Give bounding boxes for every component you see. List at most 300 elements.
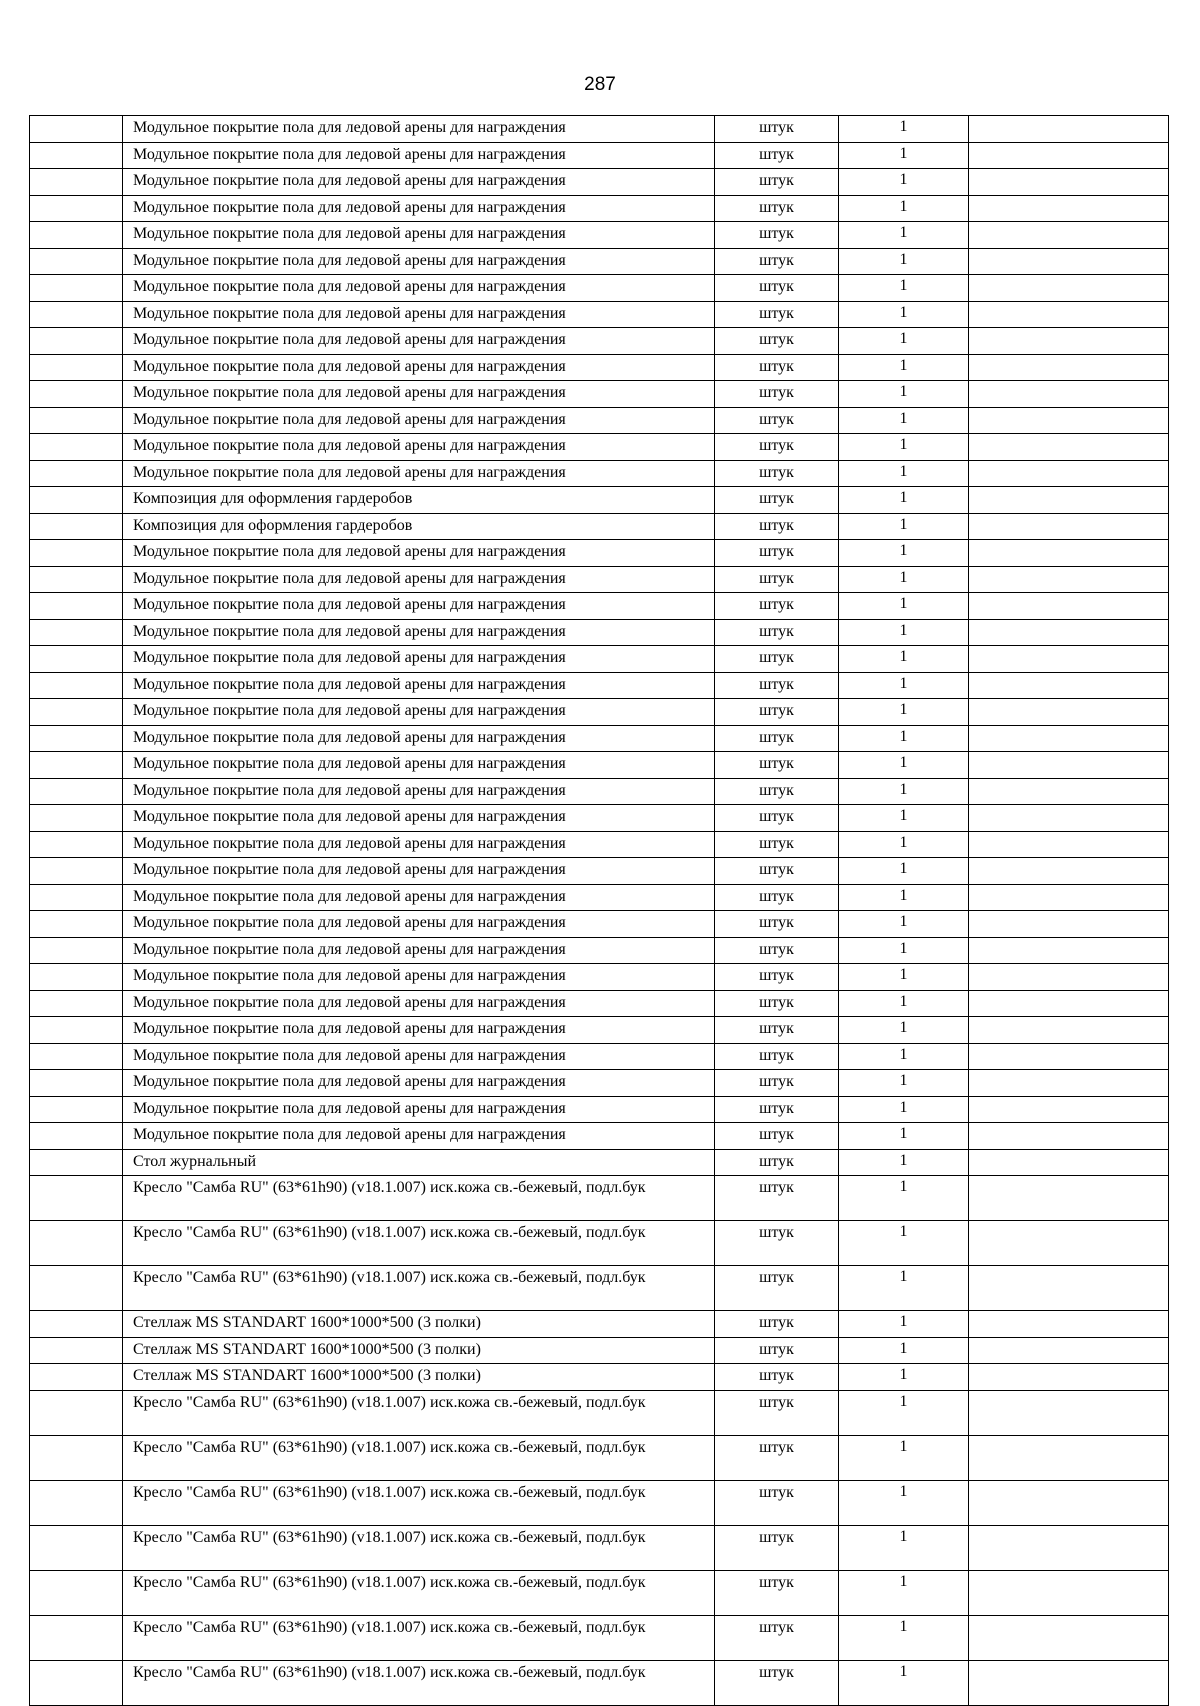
table-row: [30, 1017, 1169, 1044]
row-number-cell: [30, 990, 123, 1017]
note-cell: [969, 301, 1169, 328]
row-number-cell: [30, 831, 123, 858]
row-number-cell: [30, 566, 123, 593]
quantity-cell: 1: [839, 725, 969, 752]
item-name-cell: Кресло "Самба RU" (63*61h90) (v18.1.007) иск.кожа св.-бежевый, подл.бук: [123, 1660, 715, 1705]
note-cell: [969, 434, 1169, 461]
item-name-cell: Стеллаж MS STANDART 1600*1000*500 (3 полки): [123, 1337, 715, 1364]
note-cell: [969, 1435, 1169, 1480]
table-row: [30, 195, 1169, 222]
table-row: [30, 1480, 1169, 1525]
table-row: [30, 805, 1169, 832]
note-cell: [969, 937, 1169, 964]
note-cell: [969, 646, 1169, 673]
row-number-cell: [30, 1096, 123, 1123]
quantity-cell: 1: [839, 805, 969, 832]
item-name-cell: Модульное покрытие пола для ледовой арены для награждения: [123, 1070, 715, 1097]
note-cell: [969, 964, 1169, 991]
note-cell: [969, 884, 1169, 911]
unit-cell: штук: [715, 1123, 839, 1150]
row-number-cell: [30, 354, 123, 381]
quantity-cell: 1: [839, 142, 969, 169]
item-name-cell: Модульное покрытие пола для ледовой арены для награждения: [123, 540, 715, 567]
row-number-cell: [30, 1480, 123, 1525]
unit-cell: штук: [715, 142, 839, 169]
row-number-cell: [30, 858, 123, 885]
note-cell: [969, 1070, 1169, 1097]
note-cell: [969, 195, 1169, 222]
note-cell: [969, 513, 1169, 540]
note-cell: [969, 858, 1169, 885]
table-row: [30, 381, 1169, 408]
quantity-cell: 1: [839, 434, 969, 461]
quantity-cell: 1: [839, 937, 969, 964]
quantity-cell: 1: [839, 328, 969, 355]
item-name-cell: Кресло "Самба RU" (63*61h90) (v18.1.007) иск.кожа св.-бежевый, подл.бук: [123, 1570, 715, 1615]
table-row: [30, 937, 1169, 964]
table-row: [30, 964, 1169, 991]
note-cell: [969, 1176, 1169, 1221]
row-number-cell: [30, 1660, 123, 1705]
row-number-cell: [30, 1043, 123, 1070]
item-name-cell: Композиция для оформления гардеробов: [123, 487, 715, 514]
row-number-cell: [30, 1615, 123, 1660]
note-cell: [969, 1570, 1169, 1615]
row-number-cell: [30, 778, 123, 805]
quantity-cell: 1: [839, 248, 969, 275]
table-row: [30, 990, 1169, 1017]
table-row: [30, 487, 1169, 514]
row-number-cell: [30, 487, 123, 514]
table-row: [30, 1525, 1169, 1570]
unit-cell: штук: [715, 169, 839, 196]
item-name-cell: Модульное покрытие пола для ледовой арены для награждения: [123, 169, 715, 196]
row-number-cell: [30, 593, 123, 620]
table-row: [30, 407, 1169, 434]
table-row: [30, 566, 1169, 593]
row-number-cell: [30, 328, 123, 355]
inventory-table: [29, 115, 1169, 1706]
unit-cell: штук: [715, 195, 839, 222]
quantity-cell: 1: [839, 1615, 969, 1660]
item-name-cell: Модульное покрытие пола для ледовой арены для награждения: [123, 911, 715, 938]
table-row: [30, 858, 1169, 885]
table-row: [30, 169, 1169, 196]
note-cell: [969, 566, 1169, 593]
item-name-cell: Модульное покрытие пола для ледовой арены для награждения: [123, 884, 715, 911]
note-cell: [969, 275, 1169, 302]
quantity-cell: 1: [839, 460, 969, 487]
item-name-cell: Модульное покрытие пола для ледовой арены для награждения: [123, 566, 715, 593]
note-cell: [969, 1096, 1169, 1123]
table-row: [30, 1435, 1169, 1480]
unit-cell: штук: [715, 407, 839, 434]
item-name-cell: Кресло "Самба RU" (63*61h90) (v18.1.007) иск.кожа св.-бежевый, подл.бук: [123, 1390, 715, 1435]
item-name-cell: Модульное покрытие пола для ледовой арены для награждения: [123, 990, 715, 1017]
unit-cell: штук: [715, 831, 839, 858]
table-row: [30, 116, 1169, 143]
table-row: [30, 831, 1169, 858]
unit-cell: штук: [715, 566, 839, 593]
row-number-cell: [30, 937, 123, 964]
row-number-cell: [30, 672, 123, 699]
row-number-cell: [30, 1525, 123, 1570]
note-cell: [969, 1525, 1169, 1570]
note-cell: [969, 1364, 1169, 1391]
quantity-cell: 1: [839, 672, 969, 699]
row-number-cell: [30, 1570, 123, 1615]
quantity-cell: 1: [839, 1096, 969, 1123]
item-name-cell: Модульное покрытие пола для ледовой арены для награждения: [123, 858, 715, 885]
table-row: [30, 275, 1169, 302]
unit-cell: штук: [715, 1364, 839, 1391]
item-name-cell: Композиция для оформления гардеробов: [123, 513, 715, 540]
unit-cell: штук: [715, 805, 839, 832]
unit-cell: штук: [715, 354, 839, 381]
item-name-cell: Модульное покрытие пола для ледовой арены для награждения: [123, 778, 715, 805]
item-name-cell: Модульное покрытие пола для ледовой арены для награждения: [123, 434, 715, 461]
unit-cell: штук: [715, 1337, 839, 1364]
table-row: [30, 1043, 1169, 1070]
quantity-cell: 1: [839, 1176, 969, 1221]
unit-cell: штук: [715, 248, 839, 275]
table-row: [30, 434, 1169, 461]
note-cell: [969, 116, 1169, 143]
note-cell: [969, 1149, 1169, 1176]
quantity-cell: 1: [839, 1435, 969, 1480]
table-row: [30, 1615, 1169, 1660]
item-name-cell: Модульное покрытие пола для ледовой арены для награждения: [123, 407, 715, 434]
unit-cell: штук: [715, 884, 839, 911]
unit-cell: штук: [715, 1615, 839, 1660]
unit-cell: штук: [715, 301, 839, 328]
unit-cell: штук: [715, 222, 839, 249]
quantity-cell: 1: [839, 275, 969, 302]
table-row: [30, 1149, 1169, 1176]
unit-cell: штук: [715, 460, 839, 487]
note-cell: [969, 619, 1169, 646]
row-number-cell: [30, 619, 123, 646]
quantity-cell: 1: [839, 646, 969, 673]
table-row: [30, 1176, 1169, 1221]
quantity-cell: 1: [839, 540, 969, 567]
unit-cell: штук: [715, 487, 839, 514]
row-number-cell: [30, 1221, 123, 1266]
quantity-cell: 1: [839, 858, 969, 885]
item-name-cell: Модульное покрытие пола для ледовой арены для награждения: [123, 937, 715, 964]
item-name-cell: Модульное покрытие пола для ледовой арены для награждения: [123, 222, 715, 249]
unit-cell: штук: [715, 328, 839, 355]
table-row: [30, 248, 1169, 275]
item-name-cell: Модульное покрытие пола для ледовой арены для награждения: [123, 275, 715, 302]
table-row: [30, 752, 1169, 779]
quantity-cell: 1: [839, 911, 969, 938]
item-name-cell: Модульное покрытие пола для ледовой арены для награждения: [123, 1043, 715, 1070]
note-cell: [969, 540, 1169, 567]
table-row: [30, 1337, 1169, 1364]
row-number-cell: [30, 1435, 123, 1480]
unit-cell: штук: [715, 911, 839, 938]
quantity-cell: 1: [839, 222, 969, 249]
quantity-cell: 1: [839, 1149, 969, 1176]
note-cell: [969, 1017, 1169, 1044]
table-row: [30, 593, 1169, 620]
unit-cell: штук: [715, 990, 839, 1017]
unit-cell: штук: [715, 1480, 839, 1525]
row-number-cell: [30, 1266, 123, 1311]
item-name-cell: Модульное покрытие пола для ледовой арены для награждения: [123, 1096, 715, 1123]
row-number-cell: [30, 752, 123, 779]
unit-cell: штук: [715, 1266, 839, 1311]
unit-cell: штук: [715, 1435, 839, 1480]
table-row: [30, 328, 1169, 355]
note-cell: [969, 169, 1169, 196]
table-row: [30, 1364, 1169, 1391]
unit-cell: штук: [715, 1221, 839, 1266]
row-number-cell: [30, 1337, 123, 1364]
note-cell: [969, 1337, 1169, 1364]
item-name-cell: Модульное покрытие пола для ледовой арены для награждения: [123, 301, 715, 328]
row-number-cell: [30, 222, 123, 249]
note-cell: [969, 778, 1169, 805]
row-number-cell: [30, 460, 123, 487]
row-number-cell: [30, 434, 123, 461]
note-cell: [969, 672, 1169, 699]
unit-cell: штук: [715, 513, 839, 540]
item-name-cell: Модульное покрытие пола для ледовой арены для награждения: [123, 328, 715, 355]
quantity-cell: 1: [839, 354, 969, 381]
unit-cell: штук: [715, 1570, 839, 1615]
quantity-cell: 1: [839, 1311, 969, 1338]
note-cell: [969, 752, 1169, 779]
table-row: [30, 354, 1169, 381]
item-name-cell: Модульное покрытие пола для ледовой арены для награждения: [123, 805, 715, 832]
table-row: [30, 222, 1169, 249]
note-cell: [969, 911, 1169, 938]
item-name-cell: Модульное покрытие пола для ледовой арены для награждения: [123, 831, 715, 858]
table-row: [30, 1570, 1169, 1615]
note-cell: [969, 1266, 1169, 1311]
note-cell: [969, 381, 1169, 408]
quantity-cell: 1: [839, 990, 969, 1017]
table-row: [30, 1266, 1169, 1311]
item-name-cell: Модульное покрытие пола для ледовой арены для награждения: [123, 725, 715, 752]
row-number-cell: [30, 301, 123, 328]
item-name-cell: Модульное покрытие пола для ледовой арены для награждения: [123, 593, 715, 620]
unit-cell: штук: [715, 434, 839, 461]
row-number-cell: [30, 1311, 123, 1338]
row-number-cell: [30, 699, 123, 726]
table-row: [30, 884, 1169, 911]
table-row: [30, 699, 1169, 726]
unit-cell: штук: [715, 1149, 839, 1176]
row-number-cell: [30, 725, 123, 752]
row-number-cell: [30, 407, 123, 434]
unit-cell: штук: [715, 1390, 839, 1435]
row-number-cell: [30, 275, 123, 302]
item-name-cell: Модульное покрытие пола для ледовой арены для награждения: [123, 752, 715, 779]
item-name-cell: Кресло "Самба RU" (63*61h90) (v18.1.007) иск.кожа св.-бежевый, подл.бук: [123, 1176, 715, 1221]
table-row: [30, 460, 1169, 487]
unit-cell: штук: [715, 381, 839, 408]
note-cell: [969, 593, 1169, 620]
quantity-cell: 1: [839, 831, 969, 858]
quantity-cell: 1: [839, 1660, 969, 1705]
item-name-cell: Модульное покрытие пола для ледовой арены для награждения: [123, 460, 715, 487]
note-cell: [969, 222, 1169, 249]
item-name-cell: Стеллаж MS STANDART 1600*1000*500 (3 полки): [123, 1311, 715, 1338]
quantity-cell: 1: [839, 752, 969, 779]
quantity-cell: 1: [839, 1221, 969, 1266]
unit-cell: штук: [715, 1311, 839, 1338]
unit-cell: штук: [715, 964, 839, 991]
quantity-cell: 1: [839, 1480, 969, 1525]
note-cell: [969, 1615, 1169, 1660]
quantity-cell: 1: [839, 1364, 969, 1391]
unit-cell: штук: [715, 1660, 839, 1705]
item-name-cell: Модульное покрытие пола для ледовой арены для награждения: [123, 142, 715, 169]
quantity-cell: 1: [839, 1570, 969, 1615]
item-name-cell: Модульное покрытие пола для ледовой арены для награждения: [123, 354, 715, 381]
quantity-cell: 1: [839, 487, 969, 514]
table-row: [30, 301, 1169, 328]
unit-cell: штук: [715, 593, 839, 620]
row-number-cell: [30, 381, 123, 408]
table-row: [30, 619, 1169, 646]
item-name-cell: Кресло "Самба RU" (63*61h90) (v18.1.007) иск.кожа св.-бежевый, подл.бук: [123, 1480, 715, 1525]
row-number-cell: [30, 646, 123, 673]
note-cell: [969, 407, 1169, 434]
row-number-cell: [30, 1364, 123, 1391]
note-cell: [969, 248, 1169, 275]
row-number-cell: [30, 1123, 123, 1150]
item-name-cell: Стеллаж MS STANDART 1600*1000*500 (3 полки): [123, 1364, 715, 1391]
item-name-cell: Кресло "Самба RU" (63*61h90) (v18.1.007) иск.кожа св.-бежевый, подл.бук: [123, 1266, 715, 1311]
quantity-cell: 1: [839, 1043, 969, 1070]
row-number-cell: [30, 964, 123, 991]
table-row: [30, 1311, 1169, 1338]
quantity-cell: 1: [839, 884, 969, 911]
item-name-cell: Модульное покрытие пола для ледовой арены для награждения: [123, 1123, 715, 1150]
table-row: [30, 1070, 1169, 1097]
item-name-cell: Модульное покрытие пола для ледовой арены для награждения: [123, 248, 715, 275]
row-number-cell: [30, 513, 123, 540]
item-name-cell: Кресло "Самба RU" (63*61h90) (v18.1.007) иск.кожа св.-бежевый, подл.бук: [123, 1221, 715, 1266]
unit-cell: штук: [715, 1043, 839, 1070]
table-row: [30, 778, 1169, 805]
table-row: [30, 540, 1169, 567]
note-cell: [969, 328, 1169, 355]
note-cell: [969, 831, 1169, 858]
quantity-cell: 1: [839, 1525, 969, 1570]
item-name-cell: Кресло "Самба RU" (63*61h90) (v18.1.007) иск.кожа св.-бежевый, подл.бук: [123, 1435, 715, 1480]
quantity-cell: 1: [839, 169, 969, 196]
row-number-cell: [30, 911, 123, 938]
row-number-cell: [30, 805, 123, 832]
page-number: 287: [584, 74, 616, 95]
quantity-cell: 1: [839, 513, 969, 540]
quantity-cell: 1: [839, 1337, 969, 1364]
quantity-cell: 1: [839, 195, 969, 222]
unit-cell: штук: [715, 672, 839, 699]
unit-cell: штук: [715, 116, 839, 143]
note-cell: [969, 1311, 1169, 1338]
item-name-cell: Модульное покрытие пола для ледовой арены для награждения: [123, 116, 715, 143]
table-row: [30, 1221, 1169, 1266]
note-cell: [969, 1660, 1169, 1705]
unit-cell: штук: [715, 725, 839, 752]
note-cell: [969, 1221, 1169, 1266]
unit-cell: штук: [715, 1096, 839, 1123]
quantity-cell: 1: [839, 699, 969, 726]
quantity-cell: 1: [839, 1070, 969, 1097]
row-number-cell: [30, 884, 123, 911]
unit-cell: штук: [715, 778, 839, 805]
item-name-cell: Кресло "Самба RU" (63*61h90) (v18.1.007) иск.кожа св.-бежевый, подл.бук: [123, 1615, 715, 1660]
row-number-cell: [30, 142, 123, 169]
quantity-cell: 1: [839, 1017, 969, 1044]
row-number-cell: [30, 1070, 123, 1097]
table-row: [30, 1390, 1169, 1435]
unit-cell: штук: [715, 858, 839, 885]
note-cell: [969, 460, 1169, 487]
table-row: [30, 911, 1169, 938]
table-row: [30, 1123, 1169, 1150]
unit-cell: штук: [715, 1176, 839, 1221]
quantity-cell: 1: [839, 566, 969, 593]
item-name-cell: Модульное покрытие пола для ледовой арены для награждения: [123, 672, 715, 699]
inventory-table-body: [30, 116, 1169, 1706]
quantity-cell: 1: [839, 1123, 969, 1150]
row-number-cell: [30, 195, 123, 222]
note-cell: [969, 990, 1169, 1017]
unit-cell: штук: [715, 619, 839, 646]
note-cell: [969, 699, 1169, 726]
unit-cell: штук: [715, 752, 839, 779]
table-row: [30, 513, 1169, 540]
unit-cell: штук: [715, 275, 839, 302]
unit-cell: штук: [715, 540, 839, 567]
note-cell: [969, 487, 1169, 514]
table-row: [30, 646, 1169, 673]
unit-cell: штук: [715, 699, 839, 726]
note-cell: [969, 1123, 1169, 1150]
unit-cell: штук: [715, 937, 839, 964]
note-cell: [969, 805, 1169, 832]
item-name-cell: Модульное покрытие пола для ледовой арены для награждения: [123, 699, 715, 726]
quantity-cell: 1: [839, 116, 969, 143]
item-name-cell: Модульное покрытие пола для ледовой арены для награждения: [123, 195, 715, 222]
quantity-cell: 1: [839, 301, 969, 328]
quantity-cell: 1: [839, 619, 969, 646]
note-cell: [969, 354, 1169, 381]
row-number-cell: [30, 540, 123, 567]
table-row: [30, 672, 1169, 699]
item-name-cell: Модульное покрытие пола для ледовой арены для награждения: [123, 964, 715, 991]
row-number-cell: [30, 169, 123, 196]
table-row: [30, 725, 1169, 752]
row-number-cell: [30, 1390, 123, 1435]
quantity-cell: 1: [839, 593, 969, 620]
item-name-cell: Стол журнальный: [123, 1149, 715, 1176]
table-row: [30, 1096, 1169, 1123]
note-cell: [969, 1480, 1169, 1525]
note-cell: [969, 142, 1169, 169]
item-name-cell: Модульное покрытие пола для ледовой арены для награждения: [123, 619, 715, 646]
item-name-cell: Модульное покрытие пола для ледовой арены для награждения: [123, 1017, 715, 1044]
item-name-cell: Кресло "Самба RU" (63*61h90) (v18.1.007) иск.кожа св.-бежевый, подл.бук: [123, 1525, 715, 1570]
item-name-cell: Модульное покрытие пола для ледовой арены для награждения: [123, 381, 715, 408]
